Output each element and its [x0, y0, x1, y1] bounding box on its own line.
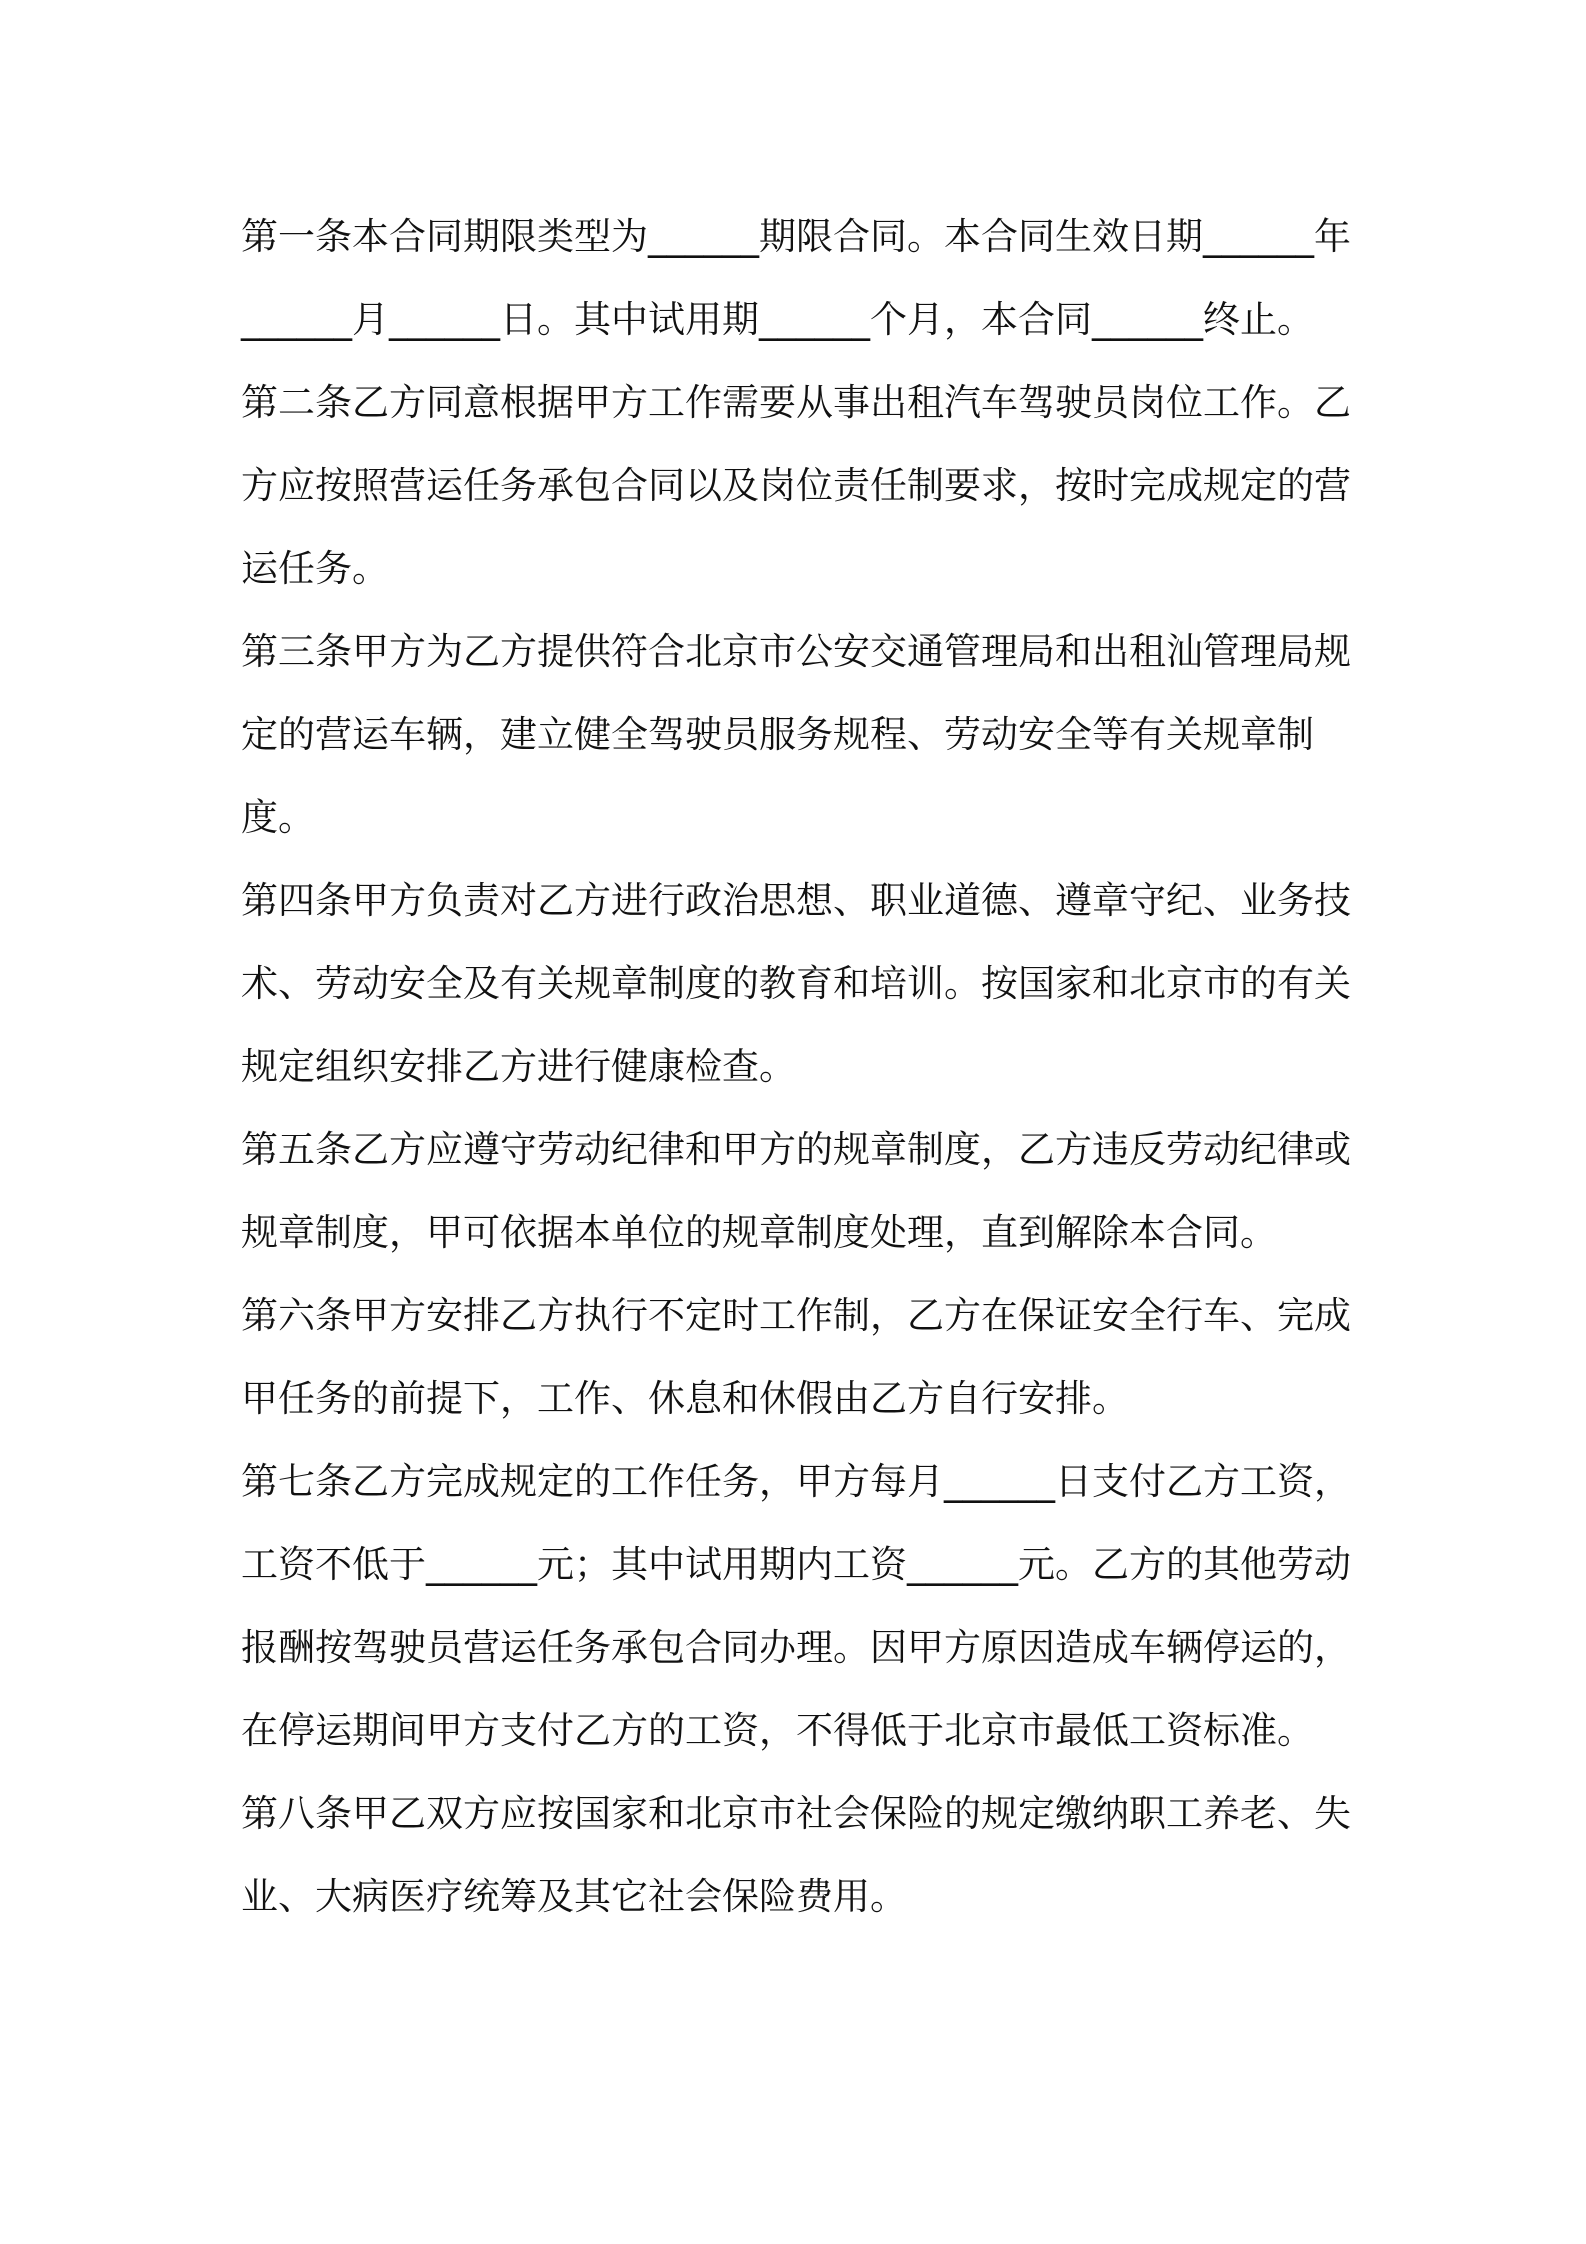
article-2-paragraph: 第二条乙方同意根据甲方工作需要从事出租汽车驾驶员岗位工作。乙方应按照营运任务承包合同以及岗位责任制要求，按时完成规定的营运任务。: [241, 381, 1351, 590]
article-8-paragraph: 第八条甲乙双方应按国家和北京市社会保险的规定缴纳职工养老、失业、大病医疗统筹及其它社会保险费用。: [241, 1792, 1351, 1918]
article-1-paragraph: 第一条本合同期限类型为______期限合同。本合同生效日期______年______月______日。其中试用期______个月，本合同______终止。: [241, 215, 1351, 341]
document-body: [241, 195, 1361, 1938]
article-5-paragraph: 第五条乙方应遵守劳动纪律和甲方的规章制度，乙方违反劳动纪律或规章制度，甲可依据本单位的规章制度处理，直到解除本合同。: [241, 1128, 1351, 1254]
article-4-paragraph: 第四条甲方负责对乙方进行政治思想、职业道德、遵章守纪、业务技术、劳动安全及有关规章制度的教育和培训。按国家和北京市的有关规定组织安排乙方进行健康检查。: [241, 879, 1351, 1088]
article-6-paragraph: 第六条甲方安排乙方执行不定时工作制，乙方在保证安全行车、完成甲任务的前提下，工作、休息和休假由乙方自行安排。: [241, 1294, 1351, 1420]
article-3-paragraph: 第三条甲方为乙方提供符合北京市公安交通管理局和出租汕管理局规定的营运车辆，建立健全驾驶员服务规程、劳动安全等有关规章制度。: [241, 630, 1351, 839]
article-7-paragraph: 第七条乙方完成规定的工作任务，甲方每月______日支付乙方工资，工资不低于______元；其中试用期内工资______元。乙方的其他劳动报酬按驾驶员营运任务承包合同办理。因甲方原因造成车辆停运的，在停运期间甲方支付乙方的工资，不得低于北京市最低工资标准。: [241, 1460, 1351, 1752]
